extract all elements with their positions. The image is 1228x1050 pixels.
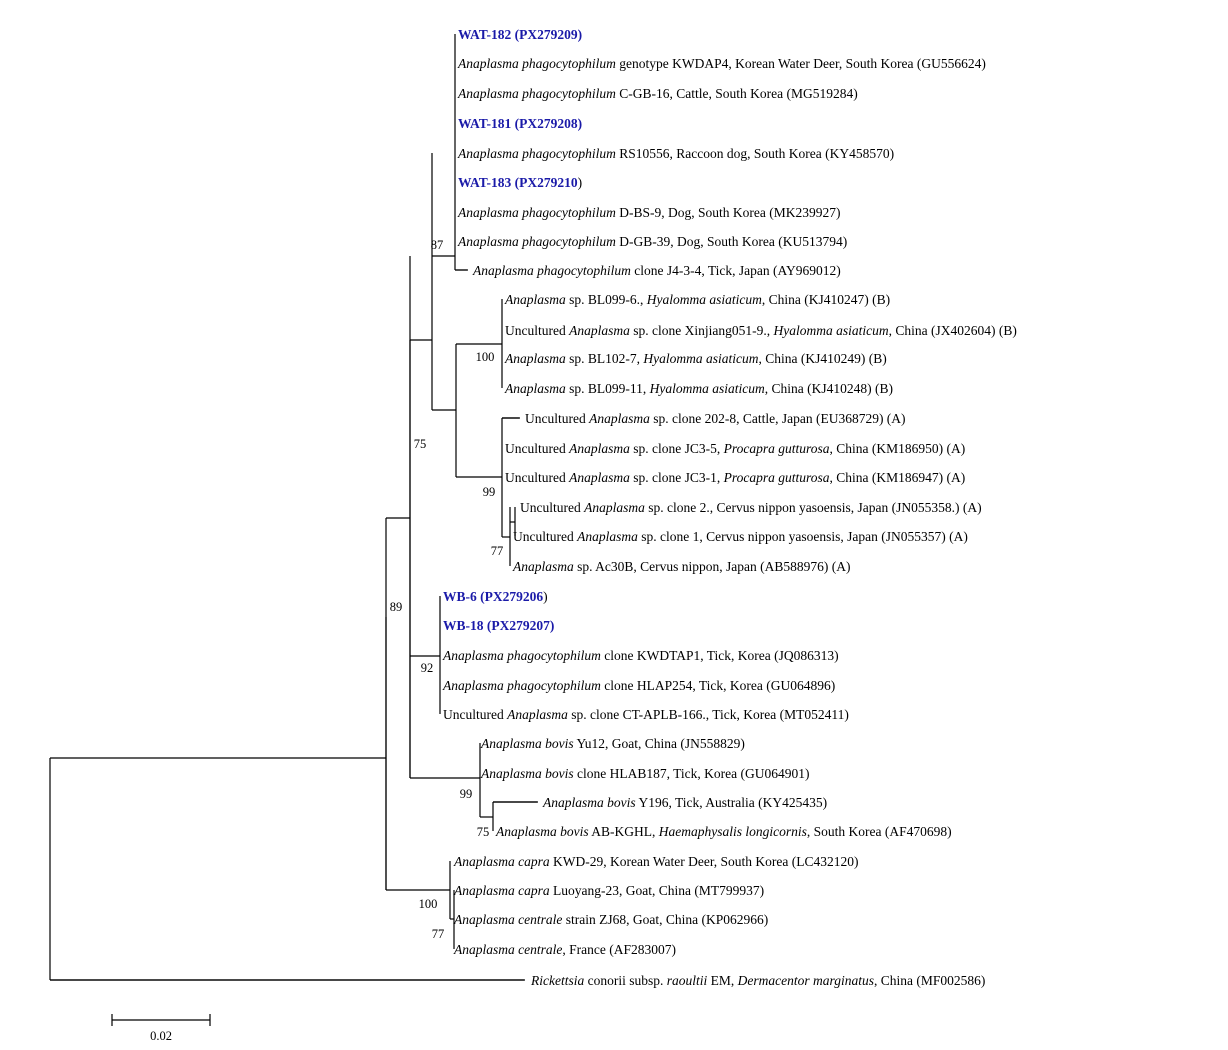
tip-label-part: WAT-182 (PX279209) — [458, 27, 583, 42]
tip-label-part: Anaplasma phagocytophilum — [458, 205, 616, 220]
tip-label-t16 — [505, 470, 965, 485]
tip-label-t19 — [512, 559, 850, 574]
tip-label-part: conorii subsp. — [584, 973, 667, 988]
tip-label-part: clone KWDTAP1, Tick, Korea (JQ086313) — [600, 648, 839, 663]
tip-label-part: sp. BL099-6., — [565, 292, 647, 307]
tip-label-part: D-GB-39, Dog, South Korea (KU513794) — [615, 234, 848, 249]
tip-label-part: Anaplasma centrale — [454, 912, 563, 927]
tip-label-t29 — [453, 854, 859, 869]
tip-label-part: clone HLAP254, Tick, Korea (GU064896) — [600, 678, 836, 693]
tip-label-part: Procapra gutturosa — [723, 470, 830, 485]
tip-label-part: Anaplasma — [569, 470, 630, 485]
bootstrap-b99a: 99 — [482, 485, 496, 499]
tip-label-part: C-GB-16, Cattle, South Korea (MG519284) — [615, 86, 858, 101]
tip-label-part: Anaplasma centrale — [454, 942, 563, 957]
tip-label-t27 — [542, 795, 827, 810]
tip-label-part: D-BS-9, Dog, South Korea (MK239927) — [615, 205, 841, 220]
tip-label-part: Anaplasma — [577, 529, 638, 544]
tip-label-part: , France (AF283007) — [562, 942, 676, 957]
scale-bar — [112, 1014, 210, 1043]
bootstrap-b87: 87 — [430, 238, 444, 252]
tip-label-part: , China (KJ410248) (B) — [764, 381, 893, 396]
tip-label-t17 — [520, 500, 982, 515]
tip-label-part: , China (KM186950) (A) — [829, 441, 966, 456]
tip-label-t26 — [480, 766, 809, 781]
bootstrap-b75a: 75 — [413, 437, 427, 451]
tip-label-t18 — [513, 529, 968, 544]
tip-label-part: sp. Ac30B, Cervus nippon, Japan (AB588976) (A) — [573, 559, 851, 574]
tip-label-part: Uncultured — [520, 500, 585, 515]
tip-label-t13 — [504, 381, 893, 396]
tip-label-t28 — [495, 824, 952, 839]
tip-label-part: Uncultured — [505, 441, 570, 456]
tip-label-part: clone HLAB187, Tick, Korea (GU064901) — [573, 766, 810, 781]
tip-label-t32 — [453, 942, 676, 957]
tip-label-part: Uncultured — [505, 323, 570, 338]
tip-label-t30 — [453, 883, 764, 898]
tip-label-part: sp. clone JC3-1, — [629, 470, 724, 485]
tip-label-part: WB-6 (PX279206 — [443, 589, 544, 604]
tip-label-part: WB-18 (PX279207) — [443, 618, 555, 633]
tip-label-t5 — [457, 146, 894, 161]
tip-label-part: sp. clone 2., Cervus nippon yasoensis, Japan (JN055358.) (A) — [644, 500, 982, 515]
tip-labels — [442, 27, 1017, 988]
tip-label-t23 — [442, 678, 835, 693]
tip-label-part: WAT-183 (PX279210 — [458, 175, 578, 190]
tip-label-part: Haemaphysalis longicornis — [658, 824, 807, 839]
tip-label-part: Anaplasma phagocytophilum — [473, 263, 631, 278]
tip-label-part: Anaplasma — [505, 292, 566, 307]
tip-label-part: , China (KJ410247) (B) — [761, 292, 891, 307]
tip-label-part: Anaplasma phagocytophilum — [458, 146, 616, 161]
tip-label-part: raoultii — [666, 973, 708, 988]
tip-label-part: Anaplasma bovis — [481, 766, 574, 781]
tip-label-part: clone J4-3-4, Tick, Japan (AY969012) — [630, 263, 841, 278]
tip-label-part: , China (JX402604) (B) — [888, 323, 1017, 338]
bootstrap-b100a: 100 — [475, 350, 495, 364]
tip-label-part: , China (MF002586) — [874, 973, 986, 988]
tip-label-part: WAT-181 (PX279208) — [458, 116, 583, 131]
tip-label-part: ) — [543, 589, 548, 604]
tip-label-part: , South Korea (AF470698) — [806, 824, 952, 839]
tip-label-part: Anaplasma — [569, 323, 630, 338]
tip-label-part: Anaplasma bovis — [543, 795, 636, 810]
tip-label-t6 — [458, 175, 582, 190]
tip-label-part: Hyalomma asiaticum — [649, 381, 765, 396]
tip-label-part: Anaplasma — [513, 559, 574, 574]
tip-label-part: Anaplasma bovis — [481, 736, 574, 751]
tip-label-t22 — [442, 648, 839, 663]
tip-label-part: Hyalomma asiaticum — [773, 323, 889, 338]
bootstrap-b89: 89 — [389, 600, 403, 614]
tip-label-part: Anaplasma — [507, 707, 568, 722]
tip-label-part: Anaplasma — [569, 441, 630, 456]
tip-label-t24 — [443, 707, 849, 722]
tip-label-part: sp. clone CT-APLB-166., Tick, Korea (MT052411) — [567, 707, 849, 722]
tip-label-t9 — [472, 263, 841, 278]
tip-label-part: RS10556, Raccoon dog, South Korea (KY458570) — [615, 146, 895, 161]
tip-label-part: Anaplasma phagocytophilum — [458, 56, 616, 71]
tip-label-t33 — [530, 973, 985, 988]
tip-label-part: Uncultured — [513, 529, 578, 544]
tip-label-part: Anaplasma phagocytophilum — [443, 678, 601, 693]
tip-label-part: Hyalomma asiaticum — [646, 292, 762, 307]
tip-label-part: , China (KM186947) (A) — [829, 470, 966, 485]
tip-label-t14 — [525, 411, 906, 426]
bootstrap-b77b: 77 — [431, 927, 445, 941]
tip-label-t7 — [457, 205, 840, 220]
bootstrap-b99b: 99 — [459, 787, 473, 801]
tip-label-part: sp. clone Xinjiang051-9., — [629, 323, 774, 338]
tip-label-part: Uncultured — [525, 411, 590, 426]
tip-label-t8 — [457, 234, 847, 249]
tip-label-t25 — [480, 736, 745, 751]
tip-label-part: sp. clone JC3-5, — [629, 441, 724, 456]
tip-label-part: sp. clone 1, Cervus nippon yasoensis, Japan (JN055357) (A) — [637, 529, 968, 544]
tip-label-part: , China (KJ410249) (B) — [758, 351, 887, 366]
tip-label-part: Uncultured — [505, 470, 570, 485]
tip-label-part: Hyalomma asiaticum — [643, 351, 759, 366]
tip-label-part: Anaplasma — [505, 381, 566, 396]
bootstrap-b92: 92 — [420, 661, 434, 675]
tip-label-part: Anaplasma — [584, 500, 645, 515]
tip-label-part: Anaplasma capra — [454, 854, 550, 869]
tip-label-t3 — [457, 86, 858, 101]
tip-label-part: Anaplasma phagocytophilum — [458, 234, 616, 249]
tip-label-part: AB-KGHL, — [588, 824, 659, 839]
tip-label-t2 — [457, 56, 986, 71]
tip-label-part: Luoyang-23, Goat, China (MT799937) — [549, 883, 765, 898]
tip-label-part: Anaplasma — [505, 351, 566, 366]
tip-label-t10 — [504, 292, 890, 307]
tip-label-t21 — [443, 618, 554, 633]
tip-label-t11 — [505, 323, 1017, 338]
bootstrap-b100b: 100 — [418, 897, 438, 911]
tip-label-part: Procapra gutturosa — [723, 441, 830, 456]
tip-label-part: EM, — [707, 973, 738, 988]
tip-label-part: Uncultured — [443, 707, 508, 722]
tip-label-part: Y196, Tick, Australia (KY425435) — [635, 795, 828, 810]
tip-label-part: Anaplasma bovis — [496, 824, 589, 839]
tip-label-part: sp. BL099-11, — [565, 381, 650, 396]
tip-label-part: Dermacentor marginatus — [737, 973, 874, 988]
tip-label-part: Anaplasma capra — [454, 883, 550, 898]
tip-label-t12 — [504, 351, 887, 366]
tip-label-part: genotype KWDAP4, Korean Water Deer, South Korea (GU556624) — [615, 56, 986, 71]
tip-label-t15 — [505, 441, 965, 456]
tip-label-part: sp. BL102-7, — [565, 351, 644, 366]
bootstrap-b77a: 77 — [490, 544, 504, 558]
tip-label-part: Rickettsia — [531, 973, 585, 988]
tip-label-part: Anaplasma phagocytophilum — [458, 86, 616, 101]
tip-label-t4 — [458, 116, 582, 131]
tip-label-t1 — [458, 27, 582, 42]
tip-label-part: strain ZJ68, Goat, China (KP062966) — [562, 912, 769, 927]
tip-label-part: Yu12, Goat, China (JN558829) — [573, 736, 745, 751]
tip-label-t20 — [443, 589, 548, 604]
tip-label-part: Anaplasma phagocytophilum — [443, 648, 601, 663]
tip-label-part: ) — [577, 175, 583, 190]
tip-label-part: sp. clone 202-8, Cattle, Japan (EU368729) (A) — [649, 411, 906, 426]
tip-label-part: Anaplasma — [589, 411, 650, 426]
bootstrap-b75b: 75 — [476, 825, 490, 839]
tip-label-t31 — [453, 912, 768, 927]
scale-bar-label: 0.02 — [150, 1029, 172, 1043]
tip-label-part: KWD-29, Korean Water Deer, South Korea (LC432120) — [549, 854, 859, 869]
